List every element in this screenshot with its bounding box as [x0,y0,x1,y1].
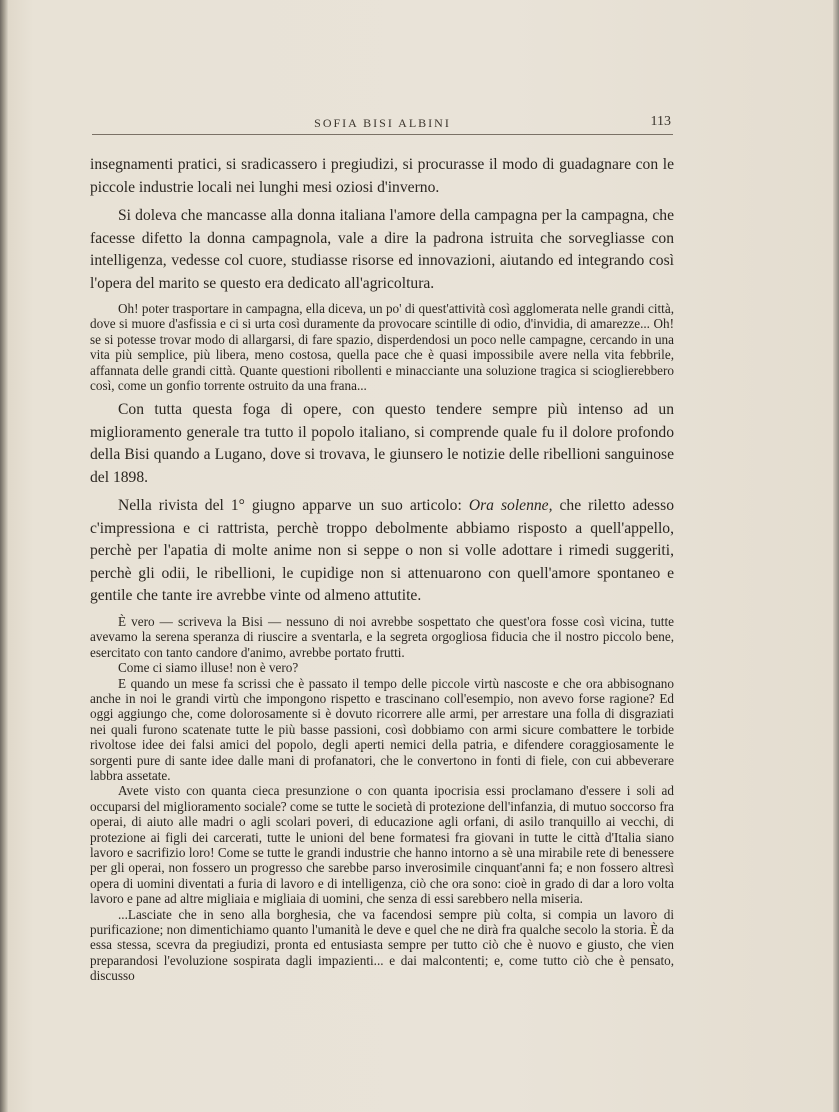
paragraph-text: Nella rivista del 1° giugno apparve un suo articolo: [118,497,469,515]
quotation: E quando un mese fa scrissi che è passato il tempo delle piccole virtù nascoste e che ora abbisognano anche in noi le grandi virtù che impongono rispetto e trascinano coll'esempio, non avevo forse ragione? Ed oggi aggiungo che, come dolorosamente si è dovuto ricorrere alle armi, per arrestare una folla di disgraziati nei quali furono scatenate tutte le più basse passioni, così dobbiamo con armi sicure combattere le torbide rivoltose idee dei falsi amici del popolo, degli aperti nemici della patria, e difendere coraggiosamente le sorgenti pure di sante idee dalle mani di profanatori, che le convertono in fonti di fiele, con cui abbeverare labbra assetate. [90,675,674,783]
paragraph-text: che riletto adesso c'impressiona e ci rattrista, perchè troppo debolmente abbiamo risposto a quell'appello, perchè per l'apatia di molte anime non si seppe o non si volle adottare i rimedi suggeriti, perchè gli odii, le ribellioni, le cupidige non si attenuarono con quell'amore spontaneo e gentile che tante ire avrebbe vinte od almeno attutite. [90,497,674,605]
paragraph: insegnamenti pratici, si sradicassero i pregiudizi, si procurasse il modo di guadagnare con le piccole industrie locali nei lunghi mesi oziosi d'inverno. [90,156,674,196]
running-head: SOFIA BISI ALBINI [314,116,451,130]
paragraph [90,495,674,608]
paragraph: Con tutta questa foga di opere, con questo tendere sempre più intenso ad un miglioramento generale tra tutto il popolo italiano, si comprende quale fu il dolore profondo della Bisi quando a Lugano, dove si trovava, le giunsero le notizie delle ribellioni sanguinose del 1898. [90,401,674,486]
quotation: Come ci siamo illuse! non è vero? [118,660,299,676]
page-number: 113 [650,114,671,129]
page-left-edge [0,0,8,1112]
article-title: Ora solenne, [468,497,553,515]
quotation: Oh! poter trasportare in campagna, ella diceva, un po' di quest'attività così agglomerata nelle grandi città, dove si muore d'asfissia e ci si urta così duramente da provocare scintille di odio, d'invidia, di amarezze... Oh! se si potesse trovar modo di allargarsi, di fare spazio, disperdendosi un poco nelle campagne, cercando in una vita più semplice, più libera, meno costosa, quella pace che è quasi impossibile avere nella vita febbrile, affannata delle grandi città. Quante questioni ribollenti e minacciante una soluzione tragica si scioglierebbero così, come un gonfio torrente ostruito da una frana... [90,301,674,394]
page-right-edge [833,0,839,1112]
page-header [92,114,673,135]
page-body [90,154,674,984]
quotation: ...Lasciate che in seno alla borghesia, che va facendosi sempre più colta, si compia un lavoro di purificazione; non dimentichiamo quanto l'umanità le deve e quel che ne dirà fra qualche secolo la storia. È da essa stessa, scevra da pregiudizi, pronta ed entusiasta sempre per tutto ciò che è nuovo e giusto, che vien preparandosi l'evoluzione sospirata dagli impazienti... e dai malcontenti; e, come tutto ciò che è pensato, discusso [90,906,674,984]
quotation: È vero — scriveva la Bisi — nessuno di noi avrebbe sospettato che quest'ora fosse così vicina, tutte avevamo la serena speranza di riuscire a sventarla, e la segreta orgogliosa fiducia che il nostro piccolo bene, esercitato con tanto candore d'animo, avrebbe portato frutti. [90,613,674,660]
quotation: Avete visto con quanta cieca presunzione o con quanta ipocrisia essi proclamano d'essere i soli ad occuparsi del miglioramento sociale? come se tutte le società di protezione dell'infanzia, di mutuo soccorso fra operai, di aiuto alle madri o agli scolari poveri, di educazione agli orfani, di asilo tranquillo ai vecchi, di protezione ai figli dei carcerati, tutte le unioni del bene formatesi fra giovani in tutte le città d'Italia siano lavoro e sacrifizio loro! Come se tutte le grandi industrie che hanno intorno a sè una mirabile rete di benessere per gli operai, non fossero un progresso che sarebbe parso inverosimile cinquant'anni fa; e non fossero altresì opera di uomini diventati a furia di lavoro e di intelligenza, ciò che ora sono: cioè in grado di dar a loro volta lavoro e pane ad altre migliaia e migliaia di uomini, che senza di essi sarebbero nella miseria. [90,783,674,907]
paragraph: Si doleva che mancasse alla donna italiana l'amore della campagna per la campagna, che facesse difetto la donna campagnola, vale a dire la padrona istruita che sorvegliasse con intelligenza, vedesse col cuore, studiasse risorse ed innovazioni, aiutando ed integrando così l'opera del marito se questo era dedicato all'agricoltura. [90,207,674,292]
